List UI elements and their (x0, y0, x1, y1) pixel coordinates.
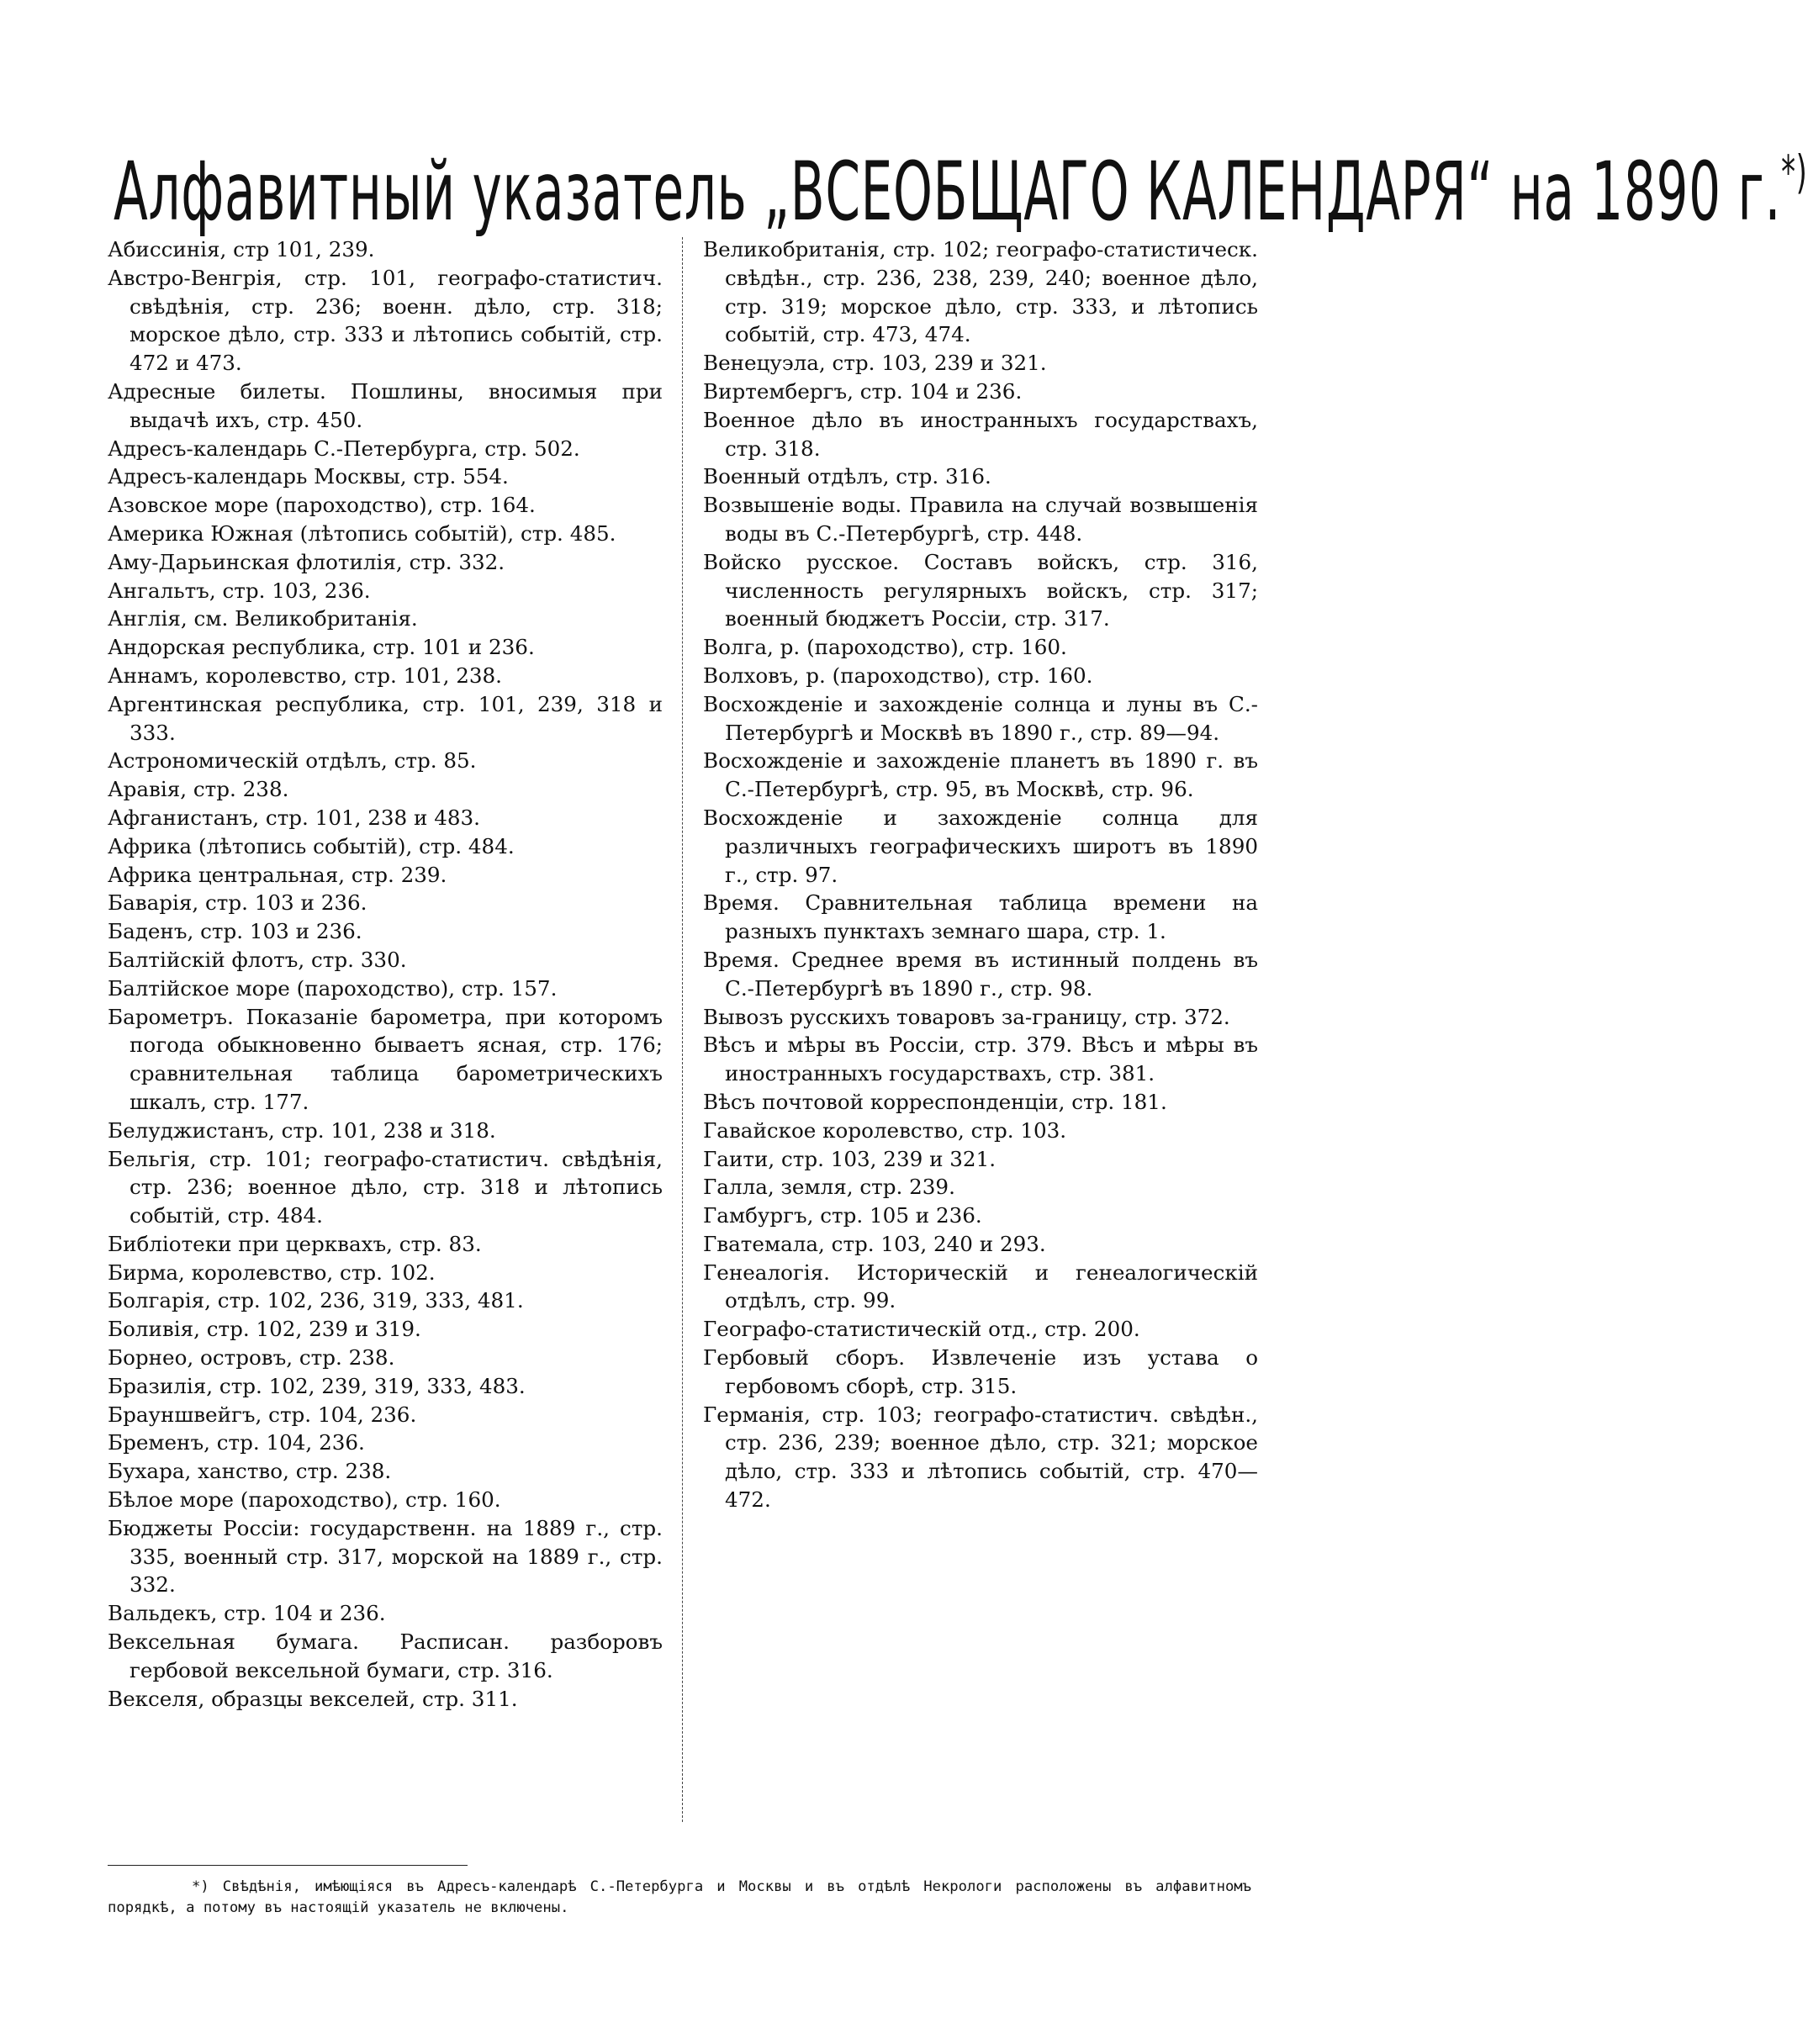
index-entry: Бирма, королевство, стр. 102. (108, 1260, 436, 1285)
index-entry: Генеалогія. Историческій и генеалогическій отдѣлъ, стр. 99. (703, 1260, 1258, 1313)
index-entry: Время. Сравнительная таблица времени на разныхъ пунктахъ земнаго шара, стр. 1. (703, 890, 1258, 944)
index-entry: Боливія, стр. 102, 239 и 319. (108, 1317, 421, 1342)
index-entry: Бельгія, стр. 101; географо-статистич. свѣдѣнія, стр. 236; военное дѣло, стр. 318 и лѣтопись событій, стр. 484. (108, 1146, 663, 1228)
index-entry: Возвышеніе воды. Правила на случай возвышенія воды въ С.-Петербургѣ, стр. 448. (703, 493, 1258, 546)
index-entry: Африка центральная, стр. 239. (108, 862, 447, 887)
footnote-rule (108, 1865, 468, 1866)
index-entry: Войско русское. Составъ войскъ, стр. 316, численность регулярныхъ войскъ, стр. 317; военный бюджетъ Россіи, стр. 317. (703, 549, 1258, 631)
index-entry: Библіотеки при церквахъ, стр. 83. (108, 1231, 482, 1256)
index-entry: Англія, см. Великобританія. (108, 606, 418, 631)
index-entry: Адресные билеты. Пошлины, вносимыя при выдачѣ ихъ, стр. 450. (108, 378, 663, 432)
index-entry: Виртембергъ, стр. 104 и 236. (703, 378, 1023, 404)
index-entry: Бременъ, стр. 104, 236. (108, 1430, 365, 1455)
index-entry: Гавайское королевство, стр. 103. (703, 1117, 1067, 1143)
index-entry: Венецуэла, стр. 103, 239 и 321. (703, 351, 1047, 376)
index-entry: Белуджистанъ, стр. 101, 238 и 318. (108, 1117, 496, 1143)
index-entry: Балтійское море (пароходство), стр. 157. (108, 975, 558, 1001)
index-entry: Баварія, стр. 103 и 236. (108, 890, 367, 916)
index-entry: Вѣсъ почтовой корреспонденціи, стр. 181. (703, 1089, 1167, 1114)
index-entry: Географо-статистическій отд., стр. 200. (703, 1317, 1140, 1342)
page-title (114, 111, 1808, 240)
index-entry: Бюджеты Россіи: государственн. на 1889 г., стр. 335, военный стр. 317, морской на 1889 г., стр. 332. (108, 1515, 663, 1598)
index-entry: Аргентинская республика, стр. 101, 239, 318 и 333. (108, 691, 663, 745)
index-entry: Галла, земля, стр. 239. (703, 1175, 955, 1200)
index-entry: Ангальтъ, стр. 103, 236. (108, 578, 371, 603)
index-entry: Гербовый сборъ. Извлеченіе изъ устава о гербовомъ сборѣ, стр. 315. (703, 1345, 1258, 1398)
index-entry: Восхожденіе и захожденіе планетъ въ 1890 г. въ С.-Петербургѣ, стр. 95, въ Москвѣ, стр. 96. (703, 748, 1258, 802)
index-entry: Волга, р. (пароходство), стр. 160. (703, 635, 1067, 660)
index-entry: Волховъ, р. (пароходство), стр. 160. (703, 663, 1093, 688)
index-entry: Азовское море (пароходство), стр. 164. (108, 493, 536, 518)
index-entry: Адресъ-календарь Москвы, стр. 554. (108, 464, 509, 489)
index-column-left (108, 235, 663, 1713)
index-entry: Балтійскій флотъ, стр. 330. (108, 947, 407, 972)
index-entry: Бѣлое море (пароходство), стр. 160. (108, 1487, 501, 1513)
index-entry: Баденъ, стр. 103 и 236. (108, 919, 362, 944)
index-entry: Абиссинія, стр 101, 239. (108, 237, 375, 261)
footnote: *) Свѣдѣнія, имѣющіяся въ Адресъ-календарѣ С.-Петербурга и Москвы и въ отдѣлѣ Некрологи расположены въ алфавитномъ порядкѣ, а потому въ настоящій указатель не включены. (108, 1878, 1251, 1916)
index-entry: Аравія, стр. 238. (108, 777, 289, 802)
index-entry: Гватемала, стр. 103, 240 и 293. (703, 1231, 1046, 1256)
index-entry: Бразилія, стр. 102, 239, 319, 333, 483. (108, 1373, 526, 1398)
index-entry: Аму-Дарьинская флотилія, стр. 332. (108, 549, 505, 574)
index-entry: Восхожденіе и захожденіе солнца для различныхъ географическихъ широтъ въ 1890 г., стр. 97. (703, 805, 1258, 887)
index-entry: Великобританія, стр. 102; географо-статистическ. свѣдѣн., стр. 236, 238, 239, 240; военное дѣло, стр. 319; морское дѣло, стр. 333, и лѣтопись событій, стр. 473, 474. (703, 237, 1258, 347)
index-entry: Военный отдѣлъ, стр. 316. (703, 464, 991, 489)
index-entry: Австро-Венгрія, стр. 101, географо-статистич. свѣдѣнія, стр. 236; военн. дѣло, стр. 318; морское дѣло, стр. 333 и лѣтопись событій, стр. 472 и 473. (108, 265, 663, 376)
index-entry: Вальдекъ, стр. 104 и 236. (108, 1601, 386, 1626)
index-entry: Вывозъ русскихъ товаровъ за-границу, стр. 372. (703, 1004, 1230, 1029)
page-title-text: Алфавитный указатель „ВСЕОБЩАГО КАЛЕНДАРЯ“ на 1890 г. (114, 144, 1782, 240)
index-entry: Болгарія, стр. 102, 236, 319, 333, 481. (108, 1288, 524, 1313)
index-entry: Барометръ. Показаніе барометра, при которомъ погода обыкновенно бываетъ ясная, стр. 176; сравнительная таблица барометрическихъ шкалъ, стр. 177. (108, 1004, 663, 1114)
index-entry: Гамбургъ, стр. 105 и 236. (703, 1203, 982, 1228)
index-entry: Вексельная бумага. Расписан. разборовъ гербовой вексельной бумаги, стр. 316. (108, 1629, 663, 1682)
index-entry: Бухара, ханство, стр. 238. (108, 1459, 392, 1484)
index-column-right (703, 235, 1258, 1514)
index-entry: Вѣсъ и мѣры въ Россіи, стр. 379. Вѣсъ и мѣры въ иностранныхъ государствахъ, стр. 381. (703, 1033, 1258, 1086)
index-entry: Африка (лѣтопись событій), стр. 484. (108, 833, 515, 858)
index-entry: Аннамъ, королевство, стр. 101, 238. (108, 663, 502, 688)
index-entry: Борнео, островъ, стр. 238. (108, 1345, 395, 1371)
index-entry: Адресъ-календарь С.-Петербурга, стр. 502. (108, 436, 580, 461)
index-entry: Америка Южная (лѣтопись событій), стр. 485. (108, 520, 616, 546)
footnote-mark: *) (1781, 146, 1808, 199)
index-entry: Брауншвейгъ, стр. 104, 236. (108, 1402, 417, 1427)
index-entry: Афганистанъ, стр. 101, 238 и 483. (108, 805, 480, 830)
column-divider (682, 237, 683, 1822)
index-entry: Андорская республика, стр. 101 и 236. (108, 635, 535, 660)
index-entry: Военное дѣло въ иностранныхъ государствахъ, стр. 318. (703, 407, 1258, 461)
index-entry: Гаити, стр. 103, 239 и 321. (703, 1146, 997, 1171)
index-entry: Векселя, образцы векселей, стр. 311. (108, 1686, 518, 1711)
index-entry: Восхожденіе и захожденіе солнца и луны въ С.-Петербургѣ и Москвѣ въ 1890 г., стр. 89—94. (703, 691, 1258, 745)
index-entry: Германія, стр. 103; географо-статистич. свѣдѣн., стр. 236, 239; военное дѣло, стр. 321; морское дѣло, стр. 333 и лѣтопись событій, стр. 470—472. (703, 1402, 1258, 1513)
index-entry: Время. Среднее время въ истинный полдень въ С.-Петербургѣ въ 1890 г., стр. 98. (703, 947, 1258, 1001)
index-entry: Астрономическій отдѣлъ, стр. 85. (108, 748, 477, 774)
